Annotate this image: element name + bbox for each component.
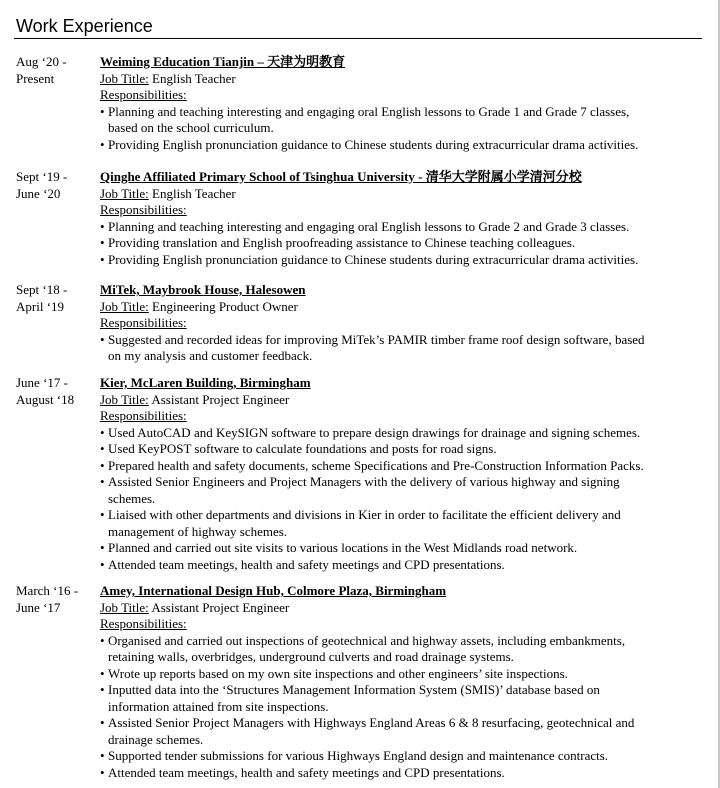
entry-body [100, 583, 692, 781]
responsibility-item [100, 137, 692, 154]
bullet-icon: • [100, 764, 105, 780]
entry-dates: Sept ‘19 - June ‘20 [16, 169, 68, 201]
bullet-icon: • [100, 540, 105, 555]
responsibility-item [100, 748, 692, 765]
responsibility-item [100, 557, 692, 574]
responsibility-item [100, 765, 692, 782]
employer-name [100, 54, 692, 71]
bullet-icon: • [100, 457, 105, 473]
job-title-label: Job Title: [100, 70, 149, 86]
responsibilities-label: Responsibilities: [100, 202, 187, 217]
job-title-label: Job Title: [100, 391, 149, 407]
responsibilities-label: Responsibilities: [100, 87, 187, 102]
responsibility-text: Providing English pronunciation guidance to Chinese students during extracurricular drama activities. [108, 136, 639, 152]
responsibility-text: Assisted Senior Project Managers with Highways England Areas 6 & 8 resurfacing, geotechnical and drainage schemes. [108, 715, 635, 747]
job-title-row [100, 71, 692, 88]
employer-name-text: Kier, McLaren Building, Birmingham [100, 375, 311, 390]
responsibility-list [100, 425, 692, 574]
entry-body [100, 375, 692, 573]
employer-name [100, 375, 692, 392]
bullet-icon: • [100, 682, 105, 697]
responsibilities-row [100, 315, 692, 332]
entry-body [100, 169, 692, 268]
job-title-label: Job Title: [100, 185, 149, 201]
section-title: Work Experience [16, 16, 153, 36]
bullet-icon: • [100, 715, 105, 730]
job-title-value: English Teacher [152, 185, 236, 201]
job-title-label: Job Title: [100, 298, 149, 314]
responsibility-item [100, 252, 692, 269]
responsibility-list [100, 633, 692, 782]
job-title-row [100, 186, 692, 203]
responsibility-list [100, 332, 692, 365]
employer-name-text: Qinghe Affiliated Primary School of Tsinghua University - 清华大学附属小学清河分校 [100, 169, 582, 184]
responsibility-item [100, 682, 692, 715]
responsibility-item [100, 715, 692, 748]
employer-name-text: Weiming Education Tianjin – 天津为明教育 [100, 54, 346, 69]
title-rule [14, 38, 702, 39]
responsibility-text: Inputted data into the ‘Structures Management Information System (SMIS)’ database based on information attained from site inspections. [108, 682, 600, 714]
entry-body [100, 282, 692, 365]
responsibilities-label: Responsibilities: [100, 315, 187, 330]
responsibility-item [100, 507, 692, 540]
responsibility-text: Organised and carried out inspections of geotechnical and highway assets, including embankments, retaining walls, overbridges, underground culverts and road drainage systems. [108, 632, 626, 664]
responsibility-text: Wrote up reports based on my own site inspections and other engineers’ site inspections. [108, 665, 568, 681]
job-title-value: Assistant Project Engineer [151, 599, 290, 615]
responsibilities-label: Responsibilities: [100, 616, 187, 631]
responsibility-list [100, 104, 692, 154]
bullet-icon: • [100, 424, 105, 440]
entry-body [100, 54, 692, 153]
responsibilities-row [100, 87, 692, 104]
responsibilities-row [100, 408, 692, 425]
employer-name [100, 583, 692, 600]
responsibility-item [100, 219, 692, 236]
responsibility-item [100, 441, 692, 458]
bullet-icon: • [100, 441, 105, 456]
bullet-icon: • [100, 235, 105, 250]
responsibility-item [100, 458, 692, 475]
responsibility-text: Planning and teaching interesting and engaging oral English lessons to Grade 1 and Grade 7 classes, based on the school curriculum. [108, 103, 630, 135]
responsibility-text: Assisted Senior Engineers and Project Managers with the delivery of various highway and signing schemes. [108, 474, 620, 506]
job-title-value: Engineering Product Owner [152, 298, 298, 314]
responsibility-text: Attended team meetings, health and safety meetings and CPD presentations. [108, 556, 505, 572]
responsibility-item [100, 666, 692, 683]
bullet-icon: • [100, 632, 105, 648]
responsibility-list [100, 219, 692, 269]
bullet-icon: • [100, 103, 105, 119]
employer-name-text: MiTek, Maybrook House, Halesowen [100, 282, 306, 297]
responsibilities-label: Responsibilities: [100, 408, 187, 423]
entry-dates: Sept ‘18 - April ‘19 [16, 282, 68, 314]
responsibility-text: Attended team meetings, health and safety meetings and CPD presentations. [108, 764, 505, 780]
responsibility-item [100, 474, 692, 507]
job-title-row [100, 392, 692, 409]
responsibility-item [100, 332, 692, 365]
responsibility-item [100, 104, 692, 137]
responsibility-text: Planning and teaching interesting and engaging oral English lessons to Grade 2 and Grade 3 classes. [108, 218, 630, 234]
responsibility-item [100, 235, 692, 252]
job-title-value: Assistant Project Engineer [151, 391, 290, 407]
responsibility-text: Planned and carried out site visits to various locations in the West Midlands road network. [108, 540, 578, 555]
employer-name [100, 169, 692, 186]
job-title-row [100, 600, 692, 617]
bullet-icon: • [100, 665, 105, 681]
responsibility-text: Suggested and recorded ideas for improving MiTek’s PAMIR timber frame roof design software, based on my analysis and customer feedback. [108, 331, 645, 363]
responsibility-text: Supported tender submissions for various Highways England design and maintenance contracts. [108, 748, 609, 763]
employer-name [100, 282, 692, 299]
responsibility-text: Providing English pronunciation guidance to Chinese students during extracurricular drama activities. [108, 251, 639, 267]
responsibility-item [100, 425, 692, 442]
responsibility-item [100, 633, 692, 666]
responsibilities-row [100, 202, 692, 219]
entry-dates: March ‘16 - June ‘17 [16, 583, 79, 615]
bullet-icon: • [100, 507, 105, 522]
entry-dates: June ‘17 - August ‘18 [16, 375, 75, 407]
responsibility-text: Used KeyPOST software to calculate foundations and posts for road signs. [108, 441, 497, 456]
responsibility-text: Liaised with other departments and divisions in Kier in order to facilitate the efficient delivery and management of highway schemes. [108, 507, 621, 539]
entry-dates: Aug ‘20 - Present [16, 54, 67, 86]
bullet-icon: • [100, 251, 105, 267]
employer-name-text: Amey, International Design Hub, Colmore Plaza, Birmingham [100, 583, 447, 598]
responsibility-item [100, 540, 692, 557]
job-title-value: English Teacher [152, 70, 236, 86]
responsibilities-row [100, 616, 692, 633]
bullet-icon: • [100, 218, 105, 234]
job-title-row [100, 299, 692, 316]
bullet-icon: • [100, 136, 105, 152]
bullet-icon: • [100, 331, 105, 347]
bullet-icon: • [100, 748, 105, 763]
bullet-icon: • [100, 474, 105, 489]
responsibility-text: Used AutoCAD and KeySIGN software to prepare design drawings for drainage and signing schemes. [108, 424, 641, 440]
responsibility-text: Providing translation and English proofreading assistance to Chinese teaching colleagues. [108, 235, 576, 250]
bullet-icon: • [100, 556, 105, 572]
responsibility-text: Prepared health and safety documents, scheme Specifications and Pre-Construction Information Packs. [108, 457, 644, 473]
job-title-label: Job Title: [100, 599, 149, 615]
